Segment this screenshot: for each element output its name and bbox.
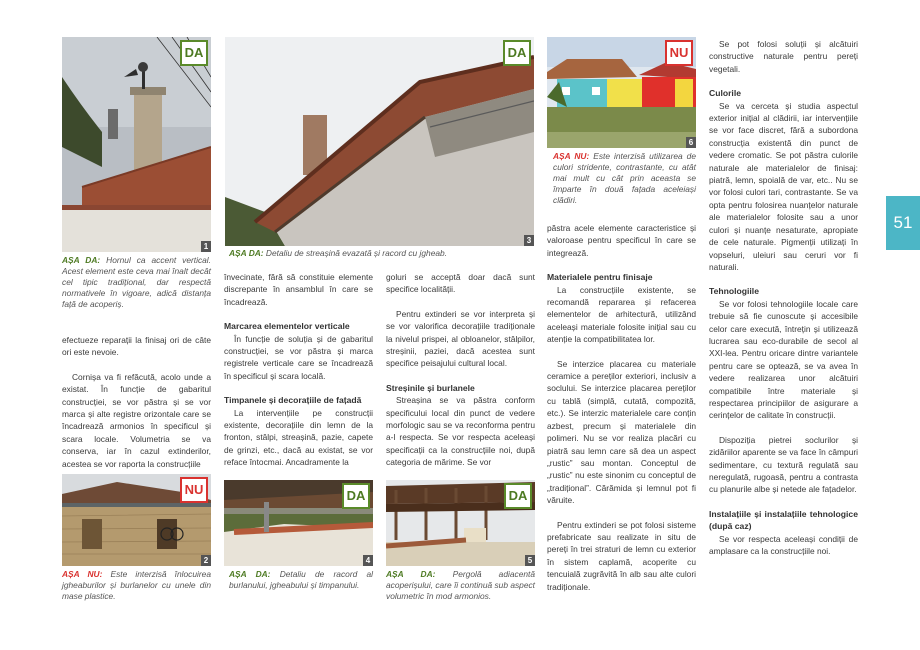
- caption-label: AȘA NU:: [62, 569, 103, 579]
- chimney-illustration: [62, 37, 211, 252]
- text-column-4: [547, 222, 696, 593]
- paragraph: La intervențiile pe construcții existente, decorațiile din lemn de la fronton, stâlpi, streașină, pazie, capete de grinzi, etc., dacă au existat, se vor reface întocmai. Ancadramente la: [224, 407, 373, 468]
- paragraph: Se vor respecta aceleași condiții de amplasare ca la construcțiile noi.: [709, 533, 858, 557]
- photo-number: 5: [525, 555, 535, 566]
- photo-chimney: [62, 37, 211, 252]
- paragraph: Cornișa va fi refăcută, acolo unde a existat. În funcție de gabaritul construcției, se vor păstra și se vor marca și alte registre orizontale care se încadrează armonios în specificul și scara locale. Volumetria se va conserva, iar în cazul extinderilor, acestea se vor raporta la construcțiile: [62, 371, 211, 469]
- photo-eaves: [225, 37, 534, 246]
- photo-number: 4: [363, 555, 373, 566]
- badge-nu: NU: [665, 40, 693, 66]
- paragraph: În funcție de soluția și de gabaritul construcției, se vor păstra și marca registrele verticale care se încadrează în specificul și scara locală.: [224, 333, 373, 381]
- caption-label: AȘA NU:: [553, 151, 590, 161]
- text-column-5: [709, 38, 858, 557]
- caption-label: AȘA DA:: [386, 569, 436, 579]
- paragraph: Streașina se va păstra conform specificului local din punct de vedere morfologic sau se va reconforma pentru a-l respecta. Se vor respecta aceleași specificații ca la construcțiile noi, după categoria de mărime. Se vor: [386, 395, 535, 468]
- badge-da: DA: [342, 483, 370, 509]
- text-column-3: [386, 271, 535, 469]
- caption-photo-2: [62, 569, 211, 602]
- section-heading: Tehnologiile: [709, 286, 759, 297]
- section-heading: Timpanele și decorațiile de fațadă: [224, 395, 362, 406]
- caption-text: Detaliu de racord al burlanului, jgheabului și timpanului.: [229, 569, 373, 590]
- photo-downspout: [224, 480, 373, 566]
- section-heading: Materialele pentru finisaje: [547, 272, 653, 283]
- caption-text: Hornul ca accent vertical. Acest element este ceva mai înalt decât cel tipic tradițional, dar respectă normativele în vigoare, adică distanța față de acoperiș.: [62, 255, 211, 309]
- paragraph: La construcțiile existente, se recomandă repararea și refacerea elementelor de arhitectură, utilizând aceleași materiale folosite inițial sau cu atenție la compatibilitatea lor.: [547, 284, 696, 345]
- photo-pergola: [386, 480, 535, 566]
- caption-photo-5: [386, 569, 535, 602]
- caption-photo-6: [553, 151, 696, 206]
- paragraph: Se interzice placarea cu materiale ceramice a pereților exteriori, inclusiv a soclului. Se interzice placarea pereților cu tablă (simplă, cutată, compozită, etc.). Se interzic materialele care conțin azbest, precum și materialele din polimeri. Nu se vor realiza placări cu piatră sau lemn care să dea un aspect „rustic” sau montan. Conceptul de „rustic” nu este sinonim cu conceptul de „tradițional”. Cărămida și lemnul pot fi văruite.: [547, 358, 696, 506]
- paragraph: Se vor folosi tehnologiile locale care trebuie să fie cunoscute și accesibile celor care execută, întrețin și utilizează lucrarea sau eco-durabile de secol al XXI-lea. Pentru oricare dintre variantele pentru care se optează, se va avea în vedere realizarea unor alcătuiri compatibile între materiale și respectarea principiilor de asigurare a cerințelor de calitate în construcții.: [709, 298, 858, 421]
- text-column-2: [224, 271, 373, 469]
- badge-da: DA: [504, 483, 532, 509]
- badge-da: DA: [503, 40, 531, 66]
- badge-da: DA: [180, 40, 208, 66]
- text-column-1: [62, 334, 211, 470]
- eaves-illustration: [225, 37, 534, 246]
- paragraph: Se pot folosi soluții și alcătuiri constructive naturale pentru pereți vegetali.: [709, 39, 858, 74]
- section-heading: Culorile: [709, 88, 741, 99]
- paragraph: Se va cerceta și studia aspectul exterior inițial al clădirii, iar intervențiile se vor face discret, fără a subordona construcția existentă din punct de vedere cromatic. Se pot păstra culorile naturale ale materialelor de finisaj: piatră, lemn, spoială de var, etc.. Nu se vor folosi culori tari, contrastante. Se va opta pentru folosirea nuanțelor naturale ale materialelor folosite sau a unor culori și nuanțe nesaturate, apropiate de cele naturale. Pigmenții utilizați în vopseluri, uleiuri sau ceruri vor fi naturali.: [709, 100, 858, 272]
- photo-colorful-houses: [547, 37, 696, 148]
- paragraph: Pentru extinderi se vor interpreta și se vor valorifica decorațiile tradiționale la nivelul prispei, al obloanelor, stâlpilor, streșinii, paziei, dacă acestea sunt specifice peisajului cultural local.: [386, 308, 535, 369]
- section-heading: Streșinile și burlanele: [386, 382, 475, 393]
- caption-photo-3: [229, 248, 534, 259]
- paragraph: efectueze reparații la finisaj ori de câte ori este nevoie.: [62, 335, 211, 358]
- caption-text: Este interzisă înlocuirea jgheaburilor și burlanelor cu unele din mase plastice.: [62, 569, 211, 601]
- paragraph: păstra acele elemente caracteristice și valoroase pentru specificul în care se integrează.: [547, 223, 696, 258]
- caption-label: AȘA DA:: [229, 569, 271, 579]
- caption-photo-1: [62, 255, 211, 310]
- paragraph: goluri se acceptă doar dacă sunt specifice localității.: [386, 272, 535, 295]
- photo-number: 6: [686, 137, 696, 148]
- caption-text: Este interzisă utilizarea de culori stridente, contrastante, cu atât mai mult cu cât prin aceasta se împarte în două fațada aceleiași clădiri.: [553, 151, 696, 205]
- photo-stone-house: [62, 474, 211, 566]
- photo-number: 1: [201, 241, 211, 252]
- section-heading: Instalațiile și instalațiile tehnologice (după caz): [709, 508, 858, 532]
- caption-label: AȘA DA:: [62, 255, 101, 265]
- page-number-tab: 51: [886, 196, 920, 250]
- caption-text: Pergolă adiacentă acoperișului, care îi continuă sub aspect volumetric în mod armonios.: [386, 569, 535, 601]
- paragraph: Dispoziția pietrei soclurilor și zidăriilor aparente se va face în câmpuri sedimentare, cu textură regulată sau neregulată, rugoasă, pentru a contrasta cu planurile albe și netede ale fațadelor.: [709, 434, 858, 495]
- caption-text: Detaliu de streașină evazată și racord cu jgheab.: [265, 248, 448, 258]
- caption-label: AȘA DA:: [229, 248, 264, 258]
- badge-nu: NU: [180, 477, 208, 503]
- section-heading: Marcarea elementelor verticale: [224, 321, 350, 332]
- photo-number: 2: [201, 555, 211, 566]
- paragraph: Pentru extinderi se pot folosi sisteme prefabricate sau realizate in situ de pereți în trei straturi de lemn cu exterior în sistem caplamă, acoperite cu tencuială zugrăvită în alb sau alte culori tradiționale.: [547, 519, 696, 592]
- paragraph: învecinate, fără să constituie elemente discrepante în ansamblul în care se încadrează.: [224, 272, 373, 307]
- photo-number: 3: [524, 235, 534, 246]
- caption-photo-4: [229, 569, 373, 591]
